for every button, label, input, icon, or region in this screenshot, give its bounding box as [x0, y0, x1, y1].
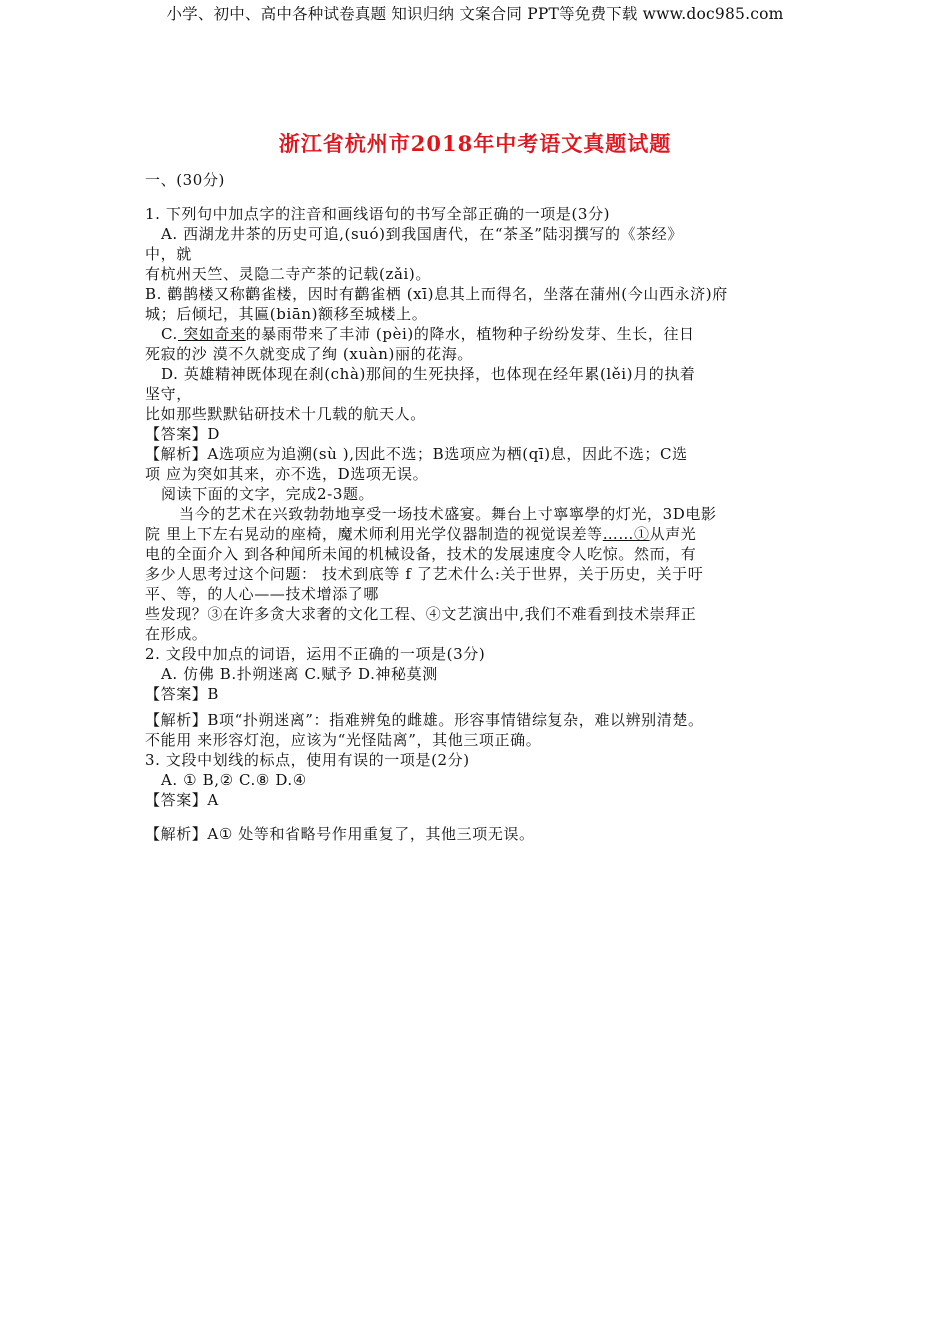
passage-line — [145, 524, 825, 544]
document-title: 浙江省杭州市2018年中考语文真题试题 — [278, 131, 672, 156]
option-c-label: C. — [161, 325, 178, 343]
question-1-option-c-cont: 死寂的沙 漠不久就变成了绚 (xuàn)丽的花海。 — [145, 345, 473, 363]
question-2-analysis-cont: 不能用 来形容灯泡，应该为“光怪陆离”，其他三项正确。 — [145, 731, 542, 749]
question-3-options: A. ① B,② C.⑧ D.④ — [161, 771, 307, 789]
question-2-answer: 【答案】B — [145, 685, 220, 703]
question-3 — [145, 750, 825, 844]
reading-intro: 阅读下面的文字，完成2-3题。 — [161, 485, 375, 503]
passage-line: 电的全面介入 到各种闻所未闻的机械设备，技术的发展速度令人吃惊。然而，有 — [145, 545, 697, 563]
question-1-option-a-cont: 中，就 — [145, 245, 192, 263]
document-body — [145, 170, 825, 844]
question-1-stem: 1. 下列句中加点字的注音和画线语句的书写全部正确的一项是(3分) — [145, 205, 611, 223]
passage-line: 平、等，的人心——技术增添了哪 — [145, 585, 380, 603]
question-1-option-a: A. 西湖龙井茶的历史可追,(suó)到我国唐代，在“茶圣”陆羽撰写的《茶经》 — [161, 225, 683, 243]
question-1-option-d: D. 英雄精神既体现在刹(chà)那间的生死抉择，也体现在经年累(lěi)月的执着 — [161, 365, 696, 383]
question-1-option-c — [145, 324, 825, 344]
question-1-option-d-cont: 坚守， — [145, 385, 192, 403]
passage-line: 当今的艺术在兴致勃勃地享受一场技术盛宴。舞台上寸寧寧學的灯光，3D电影 — [179, 505, 717, 523]
reading-passage — [145, 484, 825, 644]
section-heading: 一、(30分) — [145, 171, 225, 189]
question-3-answer: 【答案】A — [145, 791, 219, 809]
underlined-phrase: 突如奇来 — [177, 325, 246, 343]
question-2-analysis: 【解析】B项“扑朔迷离”：指难辨兔的雌雄。形容事情错综复杂，难以辨别清楚。 — [145, 711, 704, 729]
question-1-analysis-cont: 项 应为突如其来，亦不选，D选项无误。 — [145, 465, 429, 483]
question-1-option-b-cont: 城；后倾圮，其匾(biān)额移至城楼上。 — [145, 305, 428, 323]
passage-line: 在形成。 — [145, 625, 208, 643]
question-2 — [145, 644, 825, 750]
question-3-analysis: 【解析】A① 处等和省略号作用重复了，其他三项无误。 — [145, 825, 535, 843]
question-1-option-d-cont2: 比如那些默默钻研技术十几载的航天人。 — [145, 405, 426, 423]
question-3-stem: 3. 文段中划线的标点，使用有误的一项是(2分) — [145, 751, 470, 769]
question-1-option-a-cont2: 有杭州天竺、灵隐二寺产茶的记载(zǎi)。 — [145, 265, 431, 283]
passage-line: 些发现？③在许多贪大求奢的文化工程、④文艺演出中,我们不难看到技术崇拜正 — [145, 605, 697, 623]
question-2-stem: 2. 文段中加点的词语，运用不正确的一项是(3分) — [145, 645, 486, 663]
question-1-answer: 【答案】D — [145, 425, 221, 443]
question-2-options: A. 仿佛 B.扑朔迷离 C.赋予 D.神秘莫测 — [161, 665, 438, 683]
passage-line: 多少人思考过这个问题： 技术到底等 f 了艺术什么:关于世界，关于历史，关于吁 — [145, 565, 704, 583]
option-c-text: 的暴雨带来了丰沛 (pèi)的降水，植物种子纷纷发芽、生长，往日 — [245, 325, 695, 343]
question-1 — [145, 204, 825, 484]
question-1-analysis: 【解析】A选项应为追溯(sù ),因此不选；B选项应为栖(qī)息，因此不选；C选 — [145, 445, 688, 463]
passage-text: 院 里上下左右晃动的座椅，魔术师利用光学仪器制造的视觉误差等 — [145, 525, 603, 543]
page-header: 小学、初中、高中各种试卷真题 知识归纳 文案合同 PPT等免费下载 www.doc985.com — [166, 5, 784, 23]
question-1-option-b: B. 鹳鹊楼又称鹳雀楼，因时有鹳雀栖 (xī)息其上而得名，坐落在蒲州(今山西永济)府 — [145, 285, 728, 303]
passage-text: 从声光 — [649, 525, 697, 543]
underlined-punctuation: ……① — [602, 525, 650, 543]
